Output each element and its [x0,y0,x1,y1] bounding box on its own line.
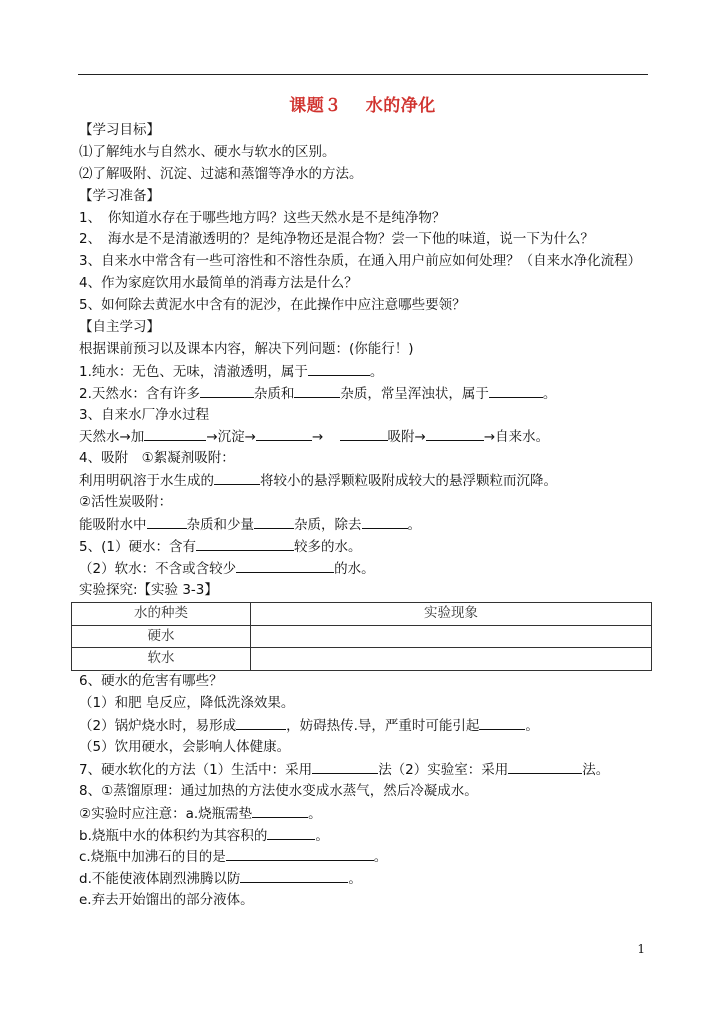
item-harm-1: （1）和肥 皂反应，降低洗涤效果。 [79,695,295,712]
table-cell-result[interactable] [251,625,652,648]
answer-blank[interactable] [362,514,408,529]
page-number: 1 [637,942,645,956]
goal-1: ⑴了解纯水与自然水、硬水与软水的区别。 [79,143,336,160]
answer-blank[interactable] [254,514,294,529]
table-row [72,648,652,671]
item-soft-water: （2）软水：不含或含较少 的水。 [79,558,659,580]
answer-blank[interactable] [147,514,187,529]
item-waterworks: 3、自来水厂净水过程 [79,406,210,423]
answer-blank[interactable] [252,803,308,818]
table-cell-result[interactable] [251,648,652,671]
title-topic: 水的净化 [365,96,436,116]
answer-blank[interactable] [240,868,348,883]
answer-blank[interactable] [340,426,388,441]
answer-blank[interactable] [308,361,370,376]
item-waterworks-flow: 天然水→加 →沉淀→ → 吸附→ →自来水。 [79,426,659,448]
prep-question-2: 2、 海水是不是清澈透明的？是纯净物还是混合物？尝一下他的味道，说一下为什么？ [79,231,594,248]
item-harm-3: （5）饮用硬水，会影响人体健康。 [79,739,291,755]
table-header: 实验现象 [251,602,652,625]
item-distillation-a: ②实验时应注意：a.烧瓶需垫 。 [79,803,659,825]
answer-blank[interactable] [200,383,254,398]
experiment-table [71,602,652,672]
self-study-header: 【自主学习】 [79,319,160,336]
prep-question-1: 1、 你知道水存在于哪些地方吗？这些天然水是不是纯净物？ [79,209,446,226]
answer-blank[interactable] [508,759,582,774]
item-hard-water-harm: 6、硬水的危害有哪些？ [79,673,223,690]
answer-blank[interactable] [236,558,334,573]
self-study-intro: 根据课前预习以及课本内容，解决下列问题：(你能行！) [79,340,414,357]
item-natural-water: 2.天然水：含有许多 杂质和 杂质，常呈浑浊状，属于 。 [79,383,659,405]
item-distillation-c: c.烧瓶中加沸石的目的是 。 [79,846,659,868]
top-rule [78,74,648,75]
item-activated-carbon-detail: 能吸附水中 杂质和少量 杂质，除去 。 [79,514,659,536]
worksheet-body [79,120,659,912]
table-cell-type: 硬水 [72,625,251,648]
goals-header: 【学习目标】 [79,122,160,138]
item-pure-water: 1.纯水：无色、无味，清澈透明，属于 。 [79,361,659,383]
prep-question-5: 5、如何除去黄泥水中含有的泥沙，在此操作中应注意哪些要领？ [79,297,466,314]
answer-blank[interactable] [426,426,484,441]
answer-blank[interactable] [236,715,286,730]
answer-blank[interactable] [226,846,374,861]
prep-question-4: 4、作为家庭饮用水最简单的消毒方法是什么？ [79,275,358,292]
answer-blank[interactable] [256,426,312,441]
answer-blank[interactable] [479,715,525,730]
answer-blank[interactable] [144,426,206,441]
page-title [0,91,725,116]
item-distillation-b: b.烧瓶中水的体积约为其容积的 。 [79,825,659,847]
answer-blank[interactable] [312,759,378,774]
item-distillation-e: e.弃去开始馏出的部分液体。 [79,892,254,909]
table-header: 水的种类 [72,602,251,625]
prep-question-3: 3、自来水中常含有一些可溶性和不溶性杂质，在通入用户前应如何处理？（自来水净化流程） [79,253,642,270]
answer-blank[interactable] [214,470,260,485]
item-adsorption: 4、吸附 ①絮凝剂吸附： [79,450,235,467]
goal-2: ⑵了解吸附、沉淀、过滤和蒸馏等净水的方法。 [79,165,363,182]
answer-blank[interactable] [196,536,294,551]
item-activated-carbon: ②活性炭吸附： [79,494,173,511]
item-hard-water: 5、(1）硬水：含有 较多的水。 [79,536,659,558]
answer-blank[interactable] [294,383,340,398]
item-flocculant: 利用明矾溶于水生成的 将较小的悬浮颗粒吸附成较大的悬浮颗粒而沉降。 [79,470,659,492]
table-row [72,625,652,648]
item-distillation: 8、①蒸馏原理：通过加热的方法使水变成水蒸气，然后冷凝成水。 [79,782,478,799]
experiment-label: 实验探究:【实验 3-3】 [79,581,218,598]
item-softening: 7、硬水软化的方法（1）生活中：采用 法（2）实验室：采用 法。 [79,759,659,781]
table-cell-type: 软水 [72,648,251,671]
prep-header: 【学习准备】 [79,187,160,204]
answer-blank[interactable] [267,825,315,840]
item-harm-2: （2）锅炉烧水时，易形成 ，妨碍热传.导，严重时可能引起 。 [79,715,659,737]
table-header-row [72,602,652,625]
item-distillation-d: d.不能使液体剧烈沸腾以防 。 [79,868,659,890]
title-lesson: 课题３ [289,96,342,116]
answer-blank[interactable] [489,383,543,398]
